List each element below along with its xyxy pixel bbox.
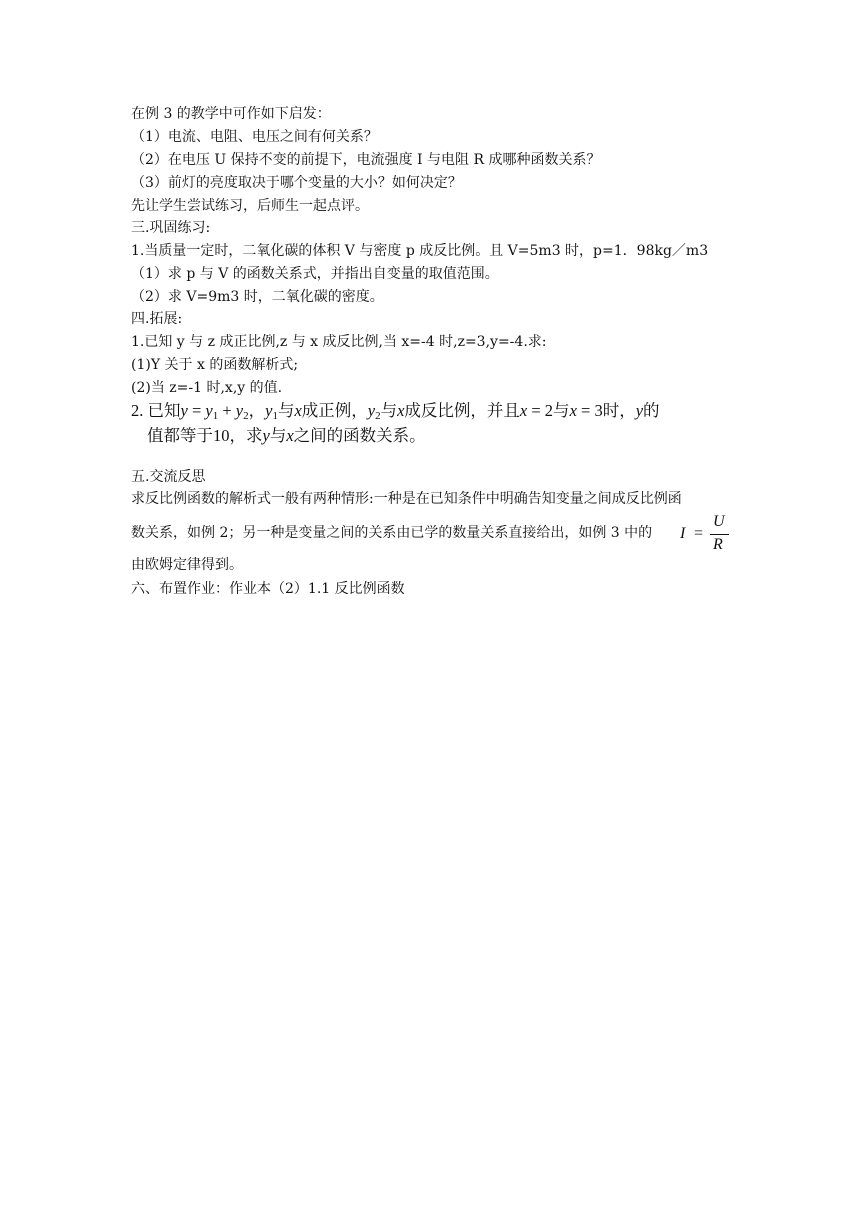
extension-1-part-1: (1)Y 关于 x 的函数解析式; [131,357,299,373]
formula-numerator: U [713,513,725,530]
section-6-homework: 六、布置作业：作业本（2）1.1 反比例函数 [131,581,405,597]
extension-2-line-1: 2. 已知$y = y_1 + y_2$，$y_1$与x成正例，$y_2$与x成反比例，并且x = 2与x = 3时，y的 [131,401,660,422]
extension-1-part-2: (2)当 z=-1 时,x,y 的值. [131,380,283,396]
example3-intro: 在例 3 的教学中可作如下启发： [131,106,331,122]
formula-denominator: R [713,536,723,553]
exercise-1-part-2: （2）求 V=9m3 时，二氧化碳的密度。 [131,289,384,305]
section-4-heading: 四.拓展: [131,311,183,327]
ohm-formula [680,513,732,555]
exercise-1-part-1: （1）求 p 与 V 的函数关系式，并指出自变量的取值范围。 [131,266,499,282]
formula-lhs: I [680,525,686,542]
section-3-heading: 三.巩固练习: [131,220,211,236]
question-3: （3）前灯的亮度取决于哪个变量的大小？如何决定？ [131,175,462,191]
reflection-line-3: 由欧姆定律得到。 [131,557,243,573]
question-2: （2）在电压 U 保持不变的前提下，电流强度 I 与电阻 R 成哪种函数关系？ [131,152,601,168]
formula-equals: = [694,525,704,542]
exercise-1: 1.当质量一定时，二氧化碳的体积 V 与密度 p 成反比例。且 V=5m3 时，p=1．98kg／m3 [131,243,709,259]
fraction-bar [710,534,729,535]
question-1: （1）电流、电阻、电压之间有何关系？ [131,129,378,145]
reflection-line-2: 数关系，如例 2；另一种是变量之间的关系由已学的数量关系直接给出，如例 3 中的 [131,525,653,541]
extension-2-line-2: 值都等于10，求y与x之间的函数关系。 [147,426,426,445]
reflection-line-1: 求反比例函数的解析式一般有两种情形:一种是在已知条件中明确告知变量之间成反比例函 [131,491,682,507]
extension-1: 1.已知 y 与 z 成正比例,z 与 x 成反比例,当 x=-4 时,z=3,y=-4.求: [131,334,547,350]
section-5-heading: 五.交流反思 [131,469,206,485]
practice-note: 先让学生尝试练习，后师生一起点评。 [131,198,369,214]
